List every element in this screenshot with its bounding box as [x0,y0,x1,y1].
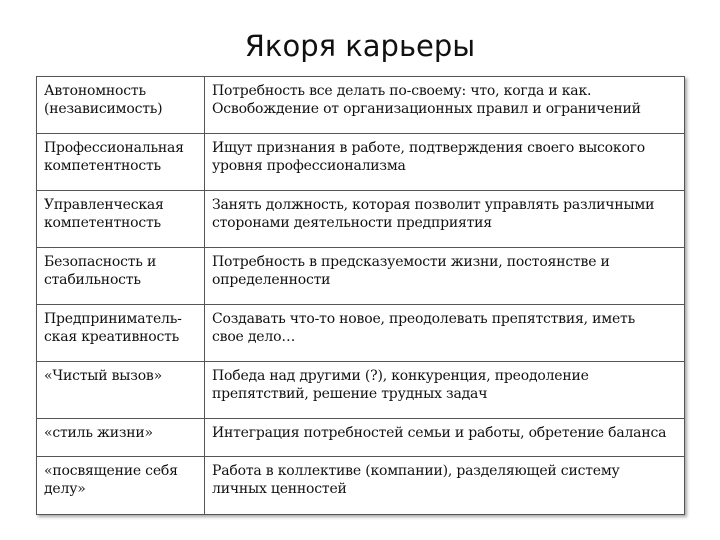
anchor-text: «стиль жизни» [44,425,153,441]
table-row [37,362,685,419]
anchor-cell [37,362,205,419]
table-row [37,191,685,248]
anchor-cell [37,77,205,134]
anchor-text: стабильность [44,272,141,288]
description-cell [205,191,685,248]
anchor-text: (независимость) [44,101,163,117]
anchor-cell [37,457,205,515]
anchor-cell [37,305,205,362]
description-text: Занять должность, которая позволит управлять различными [212,197,655,213]
anchor-text: компетентность [44,215,161,231]
page-title: Якоря карьеры [244,29,476,63]
table-row [37,457,685,515]
description-cell [205,77,685,134]
description-text: свое дело… [212,329,296,345]
anchor-text: Автономность [44,83,146,99]
description-cell [205,134,685,191]
anchor-text: компетентность [44,158,161,174]
anchor-text: ская креативность [44,329,180,345]
description-text: личных ценностей [212,481,347,497]
description-cell [205,419,685,457]
anchor-cell [37,248,205,305]
anchor-text: Предприниматель- [44,311,182,327]
description-text: уровня профессионализма [212,158,406,174]
career-anchors-table [36,76,685,515]
description-text: сторонами деятельности предприятия [212,215,492,231]
description-text: Освобождение от организационных правил и ограничений [212,101,641,117]
anchor-text: Безопасность и [44,254,157,270]
description-text: Ищут признания в работе, подтверждения своего высокого [212,140,646,156]
description-cell [205,305,685,362]
table-row [37,419,685,457]
table-row [37,305,685,362]
description-text: Потребность все делать по-своему: что, когда и как. [212,83,592,99]
description-text: Потребность в предсказуемости жизни, постоянстве и [212,254,610,270]
description-cell [205,248,685,305]
description-text: препятствий, решение трудных задач [212,386,488,402]
anchor-text: Профессиональная [44,140,184,156]
anchor-cell [37,134,205,191]
table-row [37,77,685,134]
anchor-text: «Чистый вызов» [44,368,162,384]
table-row [37,248,685,305]
anchor-cell [37,419,205,457]
description-text: Создавать что-то новое, преодолевать препятствия, иметь [212,311,636,327]
anchor-text: «посвящение себя [44,463,178,479]
description-text: определенности [212,272,331,288]
description-cell [205,362,685,419]
description-text: Победа над другими (?), конкуренция, преодоление [212,368,589,384]
table-row [37,134,685,191]
description-text: Работа в коллективе (компании), разделяющей систему [212,463,620,479]
anchor-text: делу» [44,481,86,497]
anchor-cell [37,191,205,248]
description-cell [205,457,685,515]
description-text: Интеграция потребностей семьи и работы, обретение баланса [212,425,667,441]
anchor-text: Управленческая [44,197,164,213]
